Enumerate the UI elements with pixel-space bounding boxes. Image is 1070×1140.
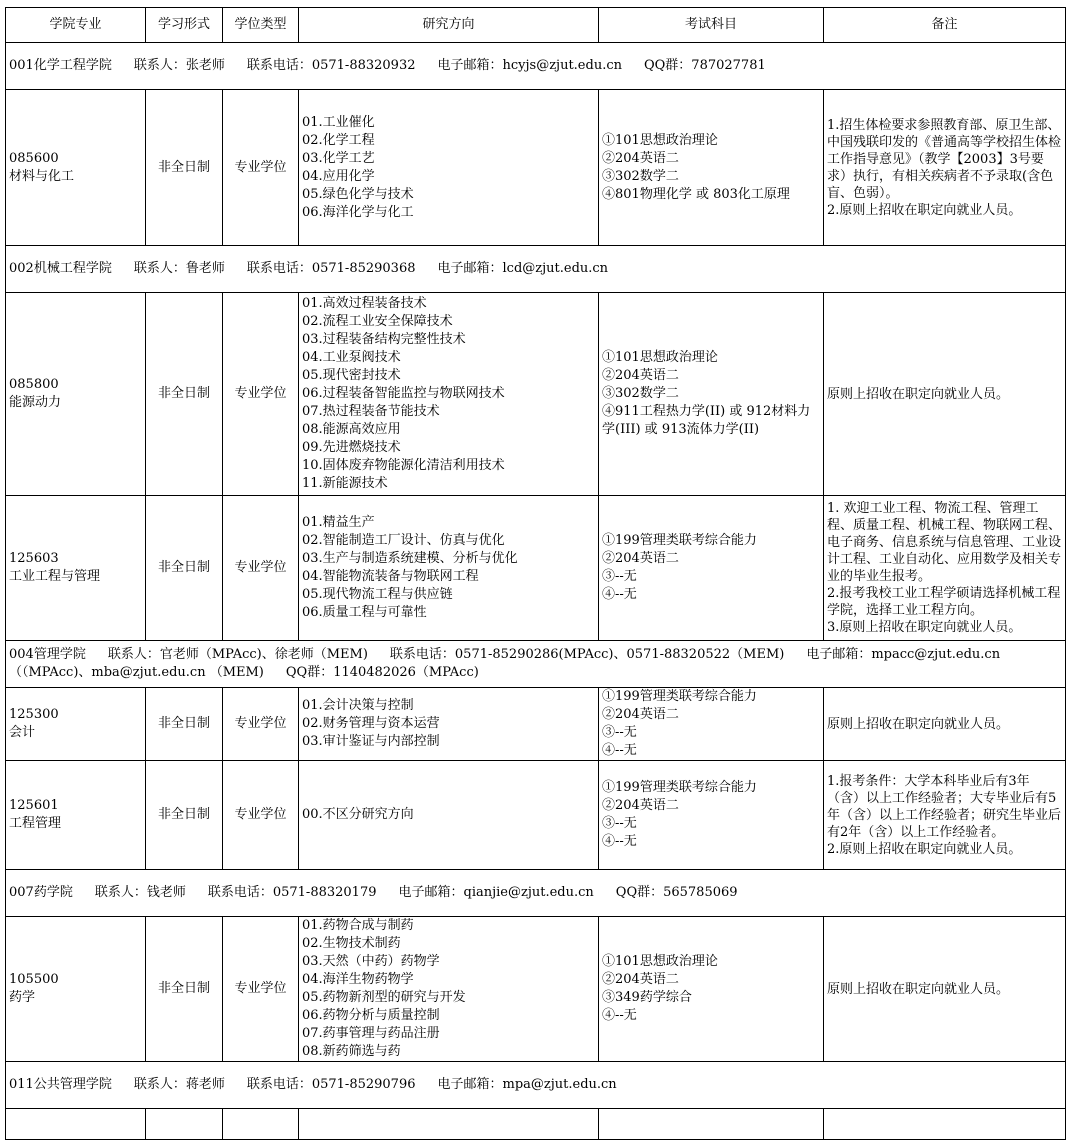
col-header-mode: 学习形式 [146, 8, 223, 43]
contact-qq-group: QQ群：1140482026（MPAcc) [285, 665, 479, 680]
research-direction: 07.热过程装备节能技术 [302, 404, 440, 419]
table-row [6, 1109, 1066, 1140]
contact-email: 电子邮箱：qianjie@zjut.edu.cn [398, 885, 594, 900]
research-direction: 02.生物技术制药 [302, 936, 401, 951]
note-item: 原则上招收在职定向就业人员。 [827, 981, 1010, 997]
directions-cell [299, 688, 599, 761]
study-mode-cell [146, 496, 223, 641]
study-mode-cell [146, 90, 223, 246]
col-header-directions: 研究方向 [299, 8, 599, 43]
enrollment-table [5, 7, 1066, 1140]
college-header-row [6, 43, 1066, 90]
college-header-cell [6, 246, 1066, 293]
contact-person: 联系人：鲁老师 [133, 261, 225, 276]
college-name: 011公共管理学院 [9, 1077, 112, 1092]
empty-cell [223, 1109, 299, 1140]
major-cell [6, 917, 146, 1062]
col-header-major: 学院专业 [6, 8, 146, 43]
exam-subject: ④801物理化学 或 803化工原理 [602, 186, 790, 202]
major-name: 工业工程与管理 [9, 569, 101, 584]
col-header-exams: 考试科目 [599, 8, 824, 43]
contact-email: 电子邮箱：lcd@zjut.edu.cn [437, 261, 609, 276]
table-row [6, 496, 1066, 641]
study-mode-cell [146, 761, 223, 870]
exam-subject: ③302数学二 [602, 386, 679, 401]
research-direction: 02.财务管理与资本运营 [302, 716, 440, 731]
research-direction: 08.新药筛选与药 [302, 1044, 401, 1059]
notes-cell [824, 761, 1066, 870]
directions-cell [299, 496, 599, 641]
exam-subject: ①101思想政治理论 [602, 350, 718, 365]
exam-subject: ①101思想政治理论 [602, 954, 718, 969]
degree-type: 专业学位 [234, 807, 287, 822]
study-mode: 非全日制 [157, 807, 210, 822]
exam-subject: ②204英语二 [602, 551, 679, 566]
college-header-cell [6, 870, 1066, 917]
table-row [6, 688, 1066, 761]
research-direction: 03.审计鉴证与内部控制 [302, 734, 440, 749]
research-direction: 08.能源高效应用 [302, 422, 401, 437]
major-code: 105500 [9, 972, 59, 987]
research-direction: 01.工业催化 [302, 114, 375, 130]
exam-subject: ①199管理类联考综合能力 [602, 780, 757, 795]
notes-cell [824, 90, 1066, 246]
note-item: 3.原则上招收在职定向就业人员。 [827, 620, 1022, 635]
major-cell [6, 293, 146, 496]
college-header-row [6, 870, 1066, 917]
empty-cell [599, 1109, 824, 1140]
exams-cell [599, 688, 824, 761]
major-cell [6, 496, 146, 641]
research-direction: 03.化学工艺 [302, 150, 375, 166]
empty-cell [824, 1109, 1066, 1140]
contact-phone: 联系电话：0571-85290368 [246, 261, 416, 276]
study-mode: 非全日制 [157, 159, 210, 175]
col-header-degree: 学位类型 [223, 8, 299, 43]
degree-type: 专业学位 [234, 981, 287, 996]
note-item: 1.招生体检要求参照教育部、原卫生部、中国残联印发的《普通高等学校招生体检工作指导意见》（教学【2003】3号要求）执行，有相关疾病者不予录取(含色盲、色弱）。 [827, 117, 1062, 201]
degree-type: 专业学位 [234, 716, 287, 731]
directions-cell [299, 90, 599, 246]
major-name: 工程管理 [9, 816, 62, 831]
table-body [6, 43, 1066, 1140]
study-mode: 非全日制 [157, 716, 210, 731]
major-name: 药学 [9, 990, 36, 1005]
table-header-row [6, 8, 1066, 43]
study-mode-cell [146, 293, 223, 496]
exam-subject: ④911工程热力学(II) 或 912材料力学(III) 或 913流体力学(II) [602, 404, 811, 437]
exam-subject: ④--无 [602, 834, 637, 849]
contact-email: 电子邮箱：mpa@zjut.edu.cn [437, 1077, 617, 1092]
research-direction: 04.海洋生物药物学 [302, 972, 414, 987]
col-header-notes: 备注 [824, 8, 1066, 43]
degree-type: 专业学位 [234, 386, 287, 401]
exam-subject: ③--无 [602, 725, 637, 740]
degree-type: 专业学位 [234, 560, 287, 575]
exam-subject: ②204英语二 [602, 368, 679, 383]
note-item: 1.报考条件：大学本科毕业后有3年（含）以上工作经验者；大专毕业后有5 年（含）以上工作经验者；研究生毕业后有2年（含）以上工作经验者。 [827, 773, 1062, 840]
major-cell [6, 761, 146, 870]
exams-cell [599, 917, 824, 1062]
research-direction: 00.不区分研究方向 [302, 807, 414, 822]
research-direction: 10.固体废弃物能源化清洁利用技术 [302, 458, 505, 473]
directions-cell [299, 293, 599, 496]
directions-cell [299, 761, 599, 870]
degree-type-cell [223, 90, 299, 246]
college-name: 002机械工程学院 [9, 261, 112, 276]
exam-subject: ④--无 [602, 743, 637, 758]
empty-cell [299, 1109, 599, 1140]
exams-cell [599, 293, 824, 496]
college-name: 007药学院 [9, 885, 73, 900]
exam-subject: ②204英语二 [602, 972, 679, 987]
contact-qq-group: QQ群：565785069 [615, 885, 738, 900]
research-direction: 05.现代物流工程与供应链 [302, 587, 453, 602]
empty-cell [146, 1109, 223, 1140]
contact-qq-group: QQ群：787027781 [643, 58, 766, 73]
contact-phone: 联系电话：0571-88320932 [246, 58, 416, 73]
research-direction: 03.天然（中药）药物学 [302, 954, 440, 969]
college-header-cell [6, 43, 1066, 90]
research-direction: 04.工业泵阀技术 [302, 350, 401, 365]
contact-phone: 联系电话：0571-85290796 [246, 1077, 416, 1092]
directions-cell [299, 917, 599, 1062]
college-header-row [6, 246, 1066, 293]
contact-person: 联系人：张老师 [133, 58, 225, 73]
study-mode: 非全日制 [157, 386, 210, 401]
table-row [6, 90, 1066, 246]
research-direction: 02.化学工程 [302, 132, 375, 148]
major-name: 会计 [9, 725, 36, 740]
contact-phone: 联系电话：0571-85290286(MPAcc)、0571-88320522（MEM) [389, 647, 785, 662]
major-name: 材料与化工 [9, 168, 75, 184]
exam-subject: ③349药学综合 [602, 990, 692, 1005]
note-item: 2.报考我校工业工程学硕请选择机械工程学院，选择工业工程方向。 [827, 586, 1061, 618]
table-row [6, 293, 1066, 496]
empty-cell [6, 1109, 146, 1140]
college-header-cell [6, 641, 1066, 688]
note-item: 原则上招收在职定向就业人员。 [827, 716, 1010, 732]
research-direction: 06.过程装备智能监控与物联网技术 [302, 386, 505, 401]
exam-subject: ①199管理类联考综合能力 [602, 533, 757, 548]
research-direction: 01.会计决策与控制 [302, 698, 414, 713]
research-direction: 01.药物合成与制药 [302, 918, 414, 933]
exam-subject: ③--无 [602, 816, 637, 831]
college-name: 001化学工程学院 [9, 58, 112, 73]
table-row [6, 917, 1066, 1062]
college-name: 004管理学院 [9, 647, 86, 662]
major-code: 085800 [9, 377, 59, 392]
contact-person: 联系人：钱老师 [94, 885, 186, 900]
major-code: 125300 [9, 707, 59, 722]
contact-person: 联系人：官老师（MPAcc)、徐老师（MEM) [107, 647, 368, 662]
major-code: 125603 [9, 551, 59, 566]
degree-type-cell [223, 917, 299, 1062]
table-row [6, 761, 1066, 870]
exam-subject: ④--无 [602, 1008, 637, 1023]
research-direction: 05.药物新剂型的研究与开发 [302, 990, 466, 1005]
exam-subject: ②204英语二 [602, 798, 679, 813]
exam-subject: ④--无 [602, 587, 637, 602]
note-item: 原则上招收在职定向就业人员。 [827, 386, 1010, 402]
research-direction: 07.药事管理与药品注册 [302, 1026, 440, 1041]
note-item: 1. 欢迎工业工程、物流工程、管理工程、质量工程、机械工程、物联网工程、电子商务、信息系统与信息管理、工业设计工程、工业自动化、应用数学及相关专业的毕业生报考。 [827, 501, 1062, 584]
exams-cell [599, 90, 824, 246]
degree-type: 专业学位 [234, 159, 287, 175]
study-mode-cell [146, 917, 223, 1062]
notes-cell [824, 917, 1066, 1062]
research-direction: 06.海洋化学与化工 [302, 204, 414, 220]
exam-subject: ①101思想政治理论 [602, 132, 718, 148]
college-header-row [6, 1062, 1066, 1109]
study-mode: 非全日制 [157, 981, 210, 996]
exam-subject: ③--无 [602, 569, 637, 584]
exams-cell [599, 761, 824, 870]
notes-cell [824, 496, 1066, 641]
major-cell [6, 90, 146, 246]
exam-subject: ①199管理类联考综合能力 [602, 689, 757, 704]
research-direction: 04.智能物流装备与物联网工程 [302, 569, 479, 584]
research-direction: 11.新能源技术 [302, 476, 388, 491]
notes-cell [824, 688, 1066, 761]
contact-email: 电子邮箱：hcyjs@zjut.edu.cn [437, 58, 622, 73]
research-direction: 02.智能制造工厂设计、仿真与优化 [302, 533, 505, 548]
college-header-cell [6, 1062, 1066, 1109]
research-direction: 04.应用化学 [302, 168, 375, 184]
major-name: 能源动力 [9, 395, 62, 410]
research-direction: 09.先进燃烧技术 [302, 440, 401, 455]
study-mode: 非全日制 [157, 560, 210, 575]
contact-phone: 联系电话：0571-88320179 [207, 885, 377, 900]
major-code: 125601 [9, 798, 59, 813]
research-direction: 06.药物分析与质量控制 [302, 1008, 440, 1023]
degree-type-cell [223, 688, 299, 761]
major-code: 085600 [9, 150, 59, 166]
exam-subject: ②204英语二 [602, 150, 679, 166]
research-direction: 01.高效过程装备技术 [302, 296, 427, 311]
research-direction: 03.过程装备结构完整性技术 [302, 332, 466, 347]
note-item: 2.原则上招收在职定向就业人员。 [827, 202, 1022, 218]
degree-type-cell [223, 496, 299, 641]
research-direction: 06.质量工程与可靠性 [302, 605, 427, 620]
contact-email: 电子邮箱：mpacc@zjut.edu.cn（（MPAcc)、mba@zjut.edu.cn （MEM) [9, 647, 1001, 680]
college-header-row [6, 641, 1066, 688]
research-direction: 05.现代密封技术 [302, 368, 401, 383]
major-cell [6, 688, 146, 761]
notes-cell [824, 293, 1066, 496]
study-mode-cell [146, 688, 223, 761]
research-direction: 01.精益生产 [302, 515, 375, 530]
degree-type-cell [223, 293, 299, 496]
exam-subject: ③302数学二 [602, 168, 679, 184]
note-item: 2.原则上招收在职定向就业人员。 [827, 841, 1022, 857]
contact-person: 联系人：蒋老师 [133, 1077, 225, 1092]
research-direction: 03.生产与制造系统建模、分析与优化 [302, 551, 518, 566]
research-direction: 05.绿色化学与技术 [302, 186, 414, 202]
degree-type-cell [223, 761, 299, 870]
research-direction: 02.流程工业安全保障技术 [302, 314, 453, 329]
exam-subject: ②204英语二 [602, 707, 679, 722]
exams-cell [599, 496, 824, 641]
